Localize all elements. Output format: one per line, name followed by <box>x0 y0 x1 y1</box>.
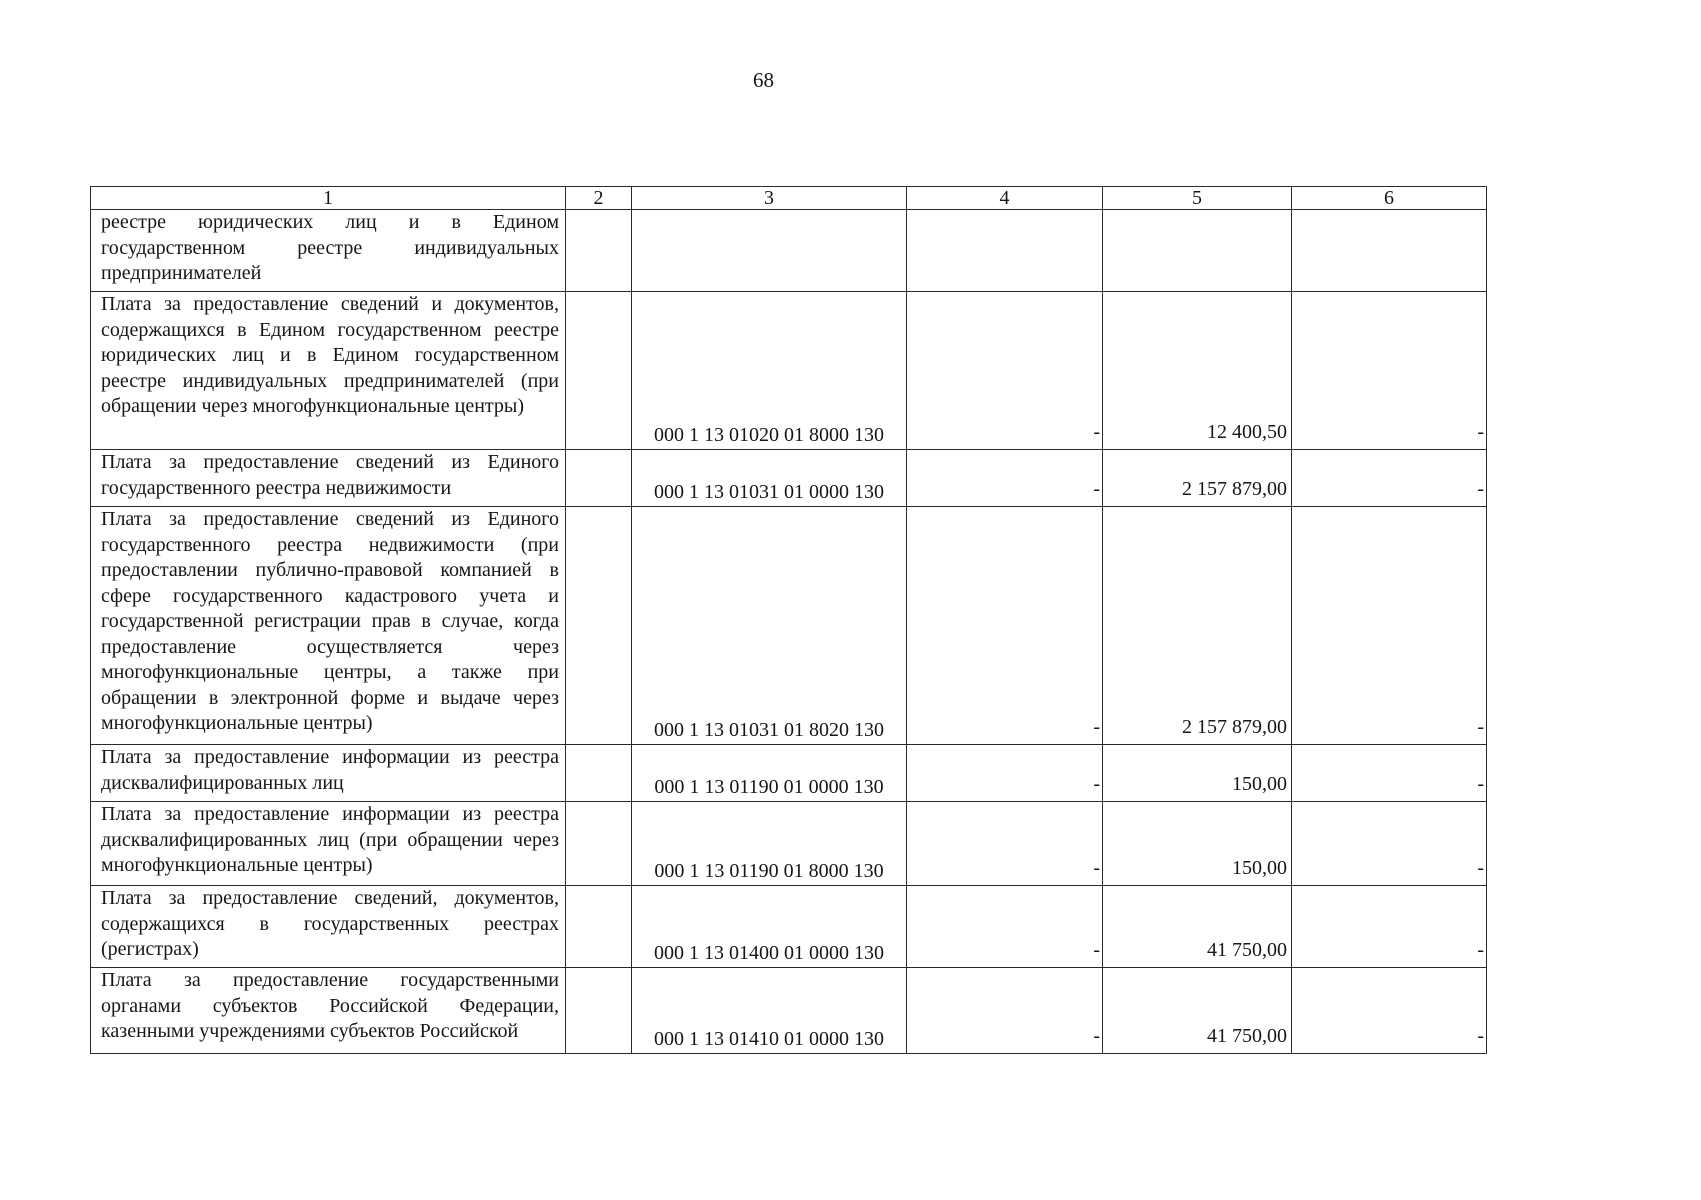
table-row <box>91 507 1487 745</box>
row-cell-6: - <box>1292 886 1487 968</box>
row-description: Плата за предоставление информации из реестра дисквалифицированных лиц (при обращении через многофункциональные центры) <box>91 802 566 886</box>
row-amount: 2 157 879,00 <box>1103 507 1292 745</box>
row-cell-6: - <box>1292 745 1487 802</box>
row-cell-2 <box>566 886 632 968</box>
row-cell-2 <box>566 507 632 745</box>
row-code <box>632 210 907 292</box>
row-description: Плата за предоставление сведений из Единого государственного реестра недвижимости <box>91 450 566 507</box>
row-amount: 150,00 <box>1103 745 1292 802</box>
row-description: Плата за предоставление сведений, документов, содержащихся в государственных реестрах (регистрах) <box>91 886 566 968</box>
col-header-4: 4 <box>907 187 1103 210</box>
row-amount: 41 750,00 <box>1103 886 1292 968</box>
row-amount <box>1103 210 1292 292</box>
row-cell-2 <box>566 968 632 1054</box>
table-row <box>91 292 1487 450</box>
table-row <box>91 450 1487 507</box>
row-cell-6: - <box>1292 968 1487 1054</box>
row-cell-4: - <box>907 968 1103 1054</box>
col-header-2: 2 <box>566 187 632 210</box>
row-cell-4: - <box>907 745 1103 802</box>
row-cell-2 <box>566 210 632 292</box>
table-row <box>91 210 1487 292</box>
row-code: 000 1 13 01190 01 8000 130 <box>632 802 907 886</box>
table-row <box>91 745 1487 802</box>
col-header-5: 5 <box>1103 187 1292 210</box>
revenue-table <box>90 186 1487 1054</box>
header-row <box>91 187 1487 210</box>
row-cell-6: - <box>1292 292 1487 450</box>
row-cell-2 <box>566 292 632 450</box>
row-cell-4: - <box>907 802 1103 886</box>
row-amount: 2 157 879,00 <box>1103 450 1292 507</box>
row-cell-6: - <box>1292 450 1487 507</box>
row-description: реестре юридических лиц и в Едином государственном реестре индивидуальных предпринимателей <box>91 210 566 292</box>
row-amount: 150,00 <box>1103 802 1292 886</box>
col-header-6: 6 <box>1292 187 1487 210</box>
row-cell-4: - <box>907 292 1103 450</box>
row-code: 000 1 13 01031 01 0000 130 <box>632 450 907 507</box>
row-cell-2 <box>566 450 632 507</box>
row-code: 000 1 13 01190 01 0000 130 <box>632 745 907 802</box>
row-description: Плата за предоставление информации из реестра дисквалифицированных лиц <box>91 745 566 802</box>
row-description: Плата за предоставление сведений из Единого государственного реестра недвижимости (при предоставлении публично-правовой компанией в сфере государственного кадастрового учета и государственной регистрации прав в случае, когда предоставление осуществляется через многофункциональные центры, а также при обращении в электронной форме и выдаче через многофункциональные центры) <box>91 507 566 745</box>
row-cell-4: - <box>907 507 1103 745</box>
row-amount: 41 750,00 <box>1103 968 1292 1054</box>
row-cell-6 <box>1292 210 1487 292</box>
row-cell-4: - <box>907 886 1103 968</box>
row-code: 000 1 13 01400 01 0000 130 <box>632 886 907 968</box>
row-description: Плата за предоставление сведений и документов, содержащихся в Едином государственном реестре юридических лиц и в Едином государственном реестре индивидуальных предпринимателей (при обращении через многофункциональные центры) <box>91 292 566 450</box>
col-header-3: 3 <box>632 187 907 210</box>
row-cell-2 <box>566 802 632 886</box>
row-code: 000 1 13 01410 01 0000 130 <box>632 968 907 1054</box>
table-row <box>91 886 1487 968</box>
row-cell-2 <box>566 745 632 802</box>
row-cell-4: - <box>907 450 1103 507</box>
page-number: 68 <box>753 68 774 92</box>
row-amount: 12 400,50 <box>1103 292 1292 450</box>
col-header-1: 1 <box>91 187 566 210</box>
row-code: 000 1 13 01020 01 8000 130 <box>632 292 907 450</box>
table-row <box>91 802 1487 886</box>
row-cell-4 <box>907 210 1103 292</box>
row-code: 000 1 13 01031 01 8020 130 <box>632 507 907 745</box>
row-cell-6: - <box>1292 802 1487 886</box>
row-cell-6: - <box>1292 507 1487 745</box>
row-description: Плата за предоставление государственными органами субъектов Российской Федерации, казенными учреждениями субъектов Российской <box>91 968 566 1054</box>
table-row <box>91 968 1487 1054</box>
